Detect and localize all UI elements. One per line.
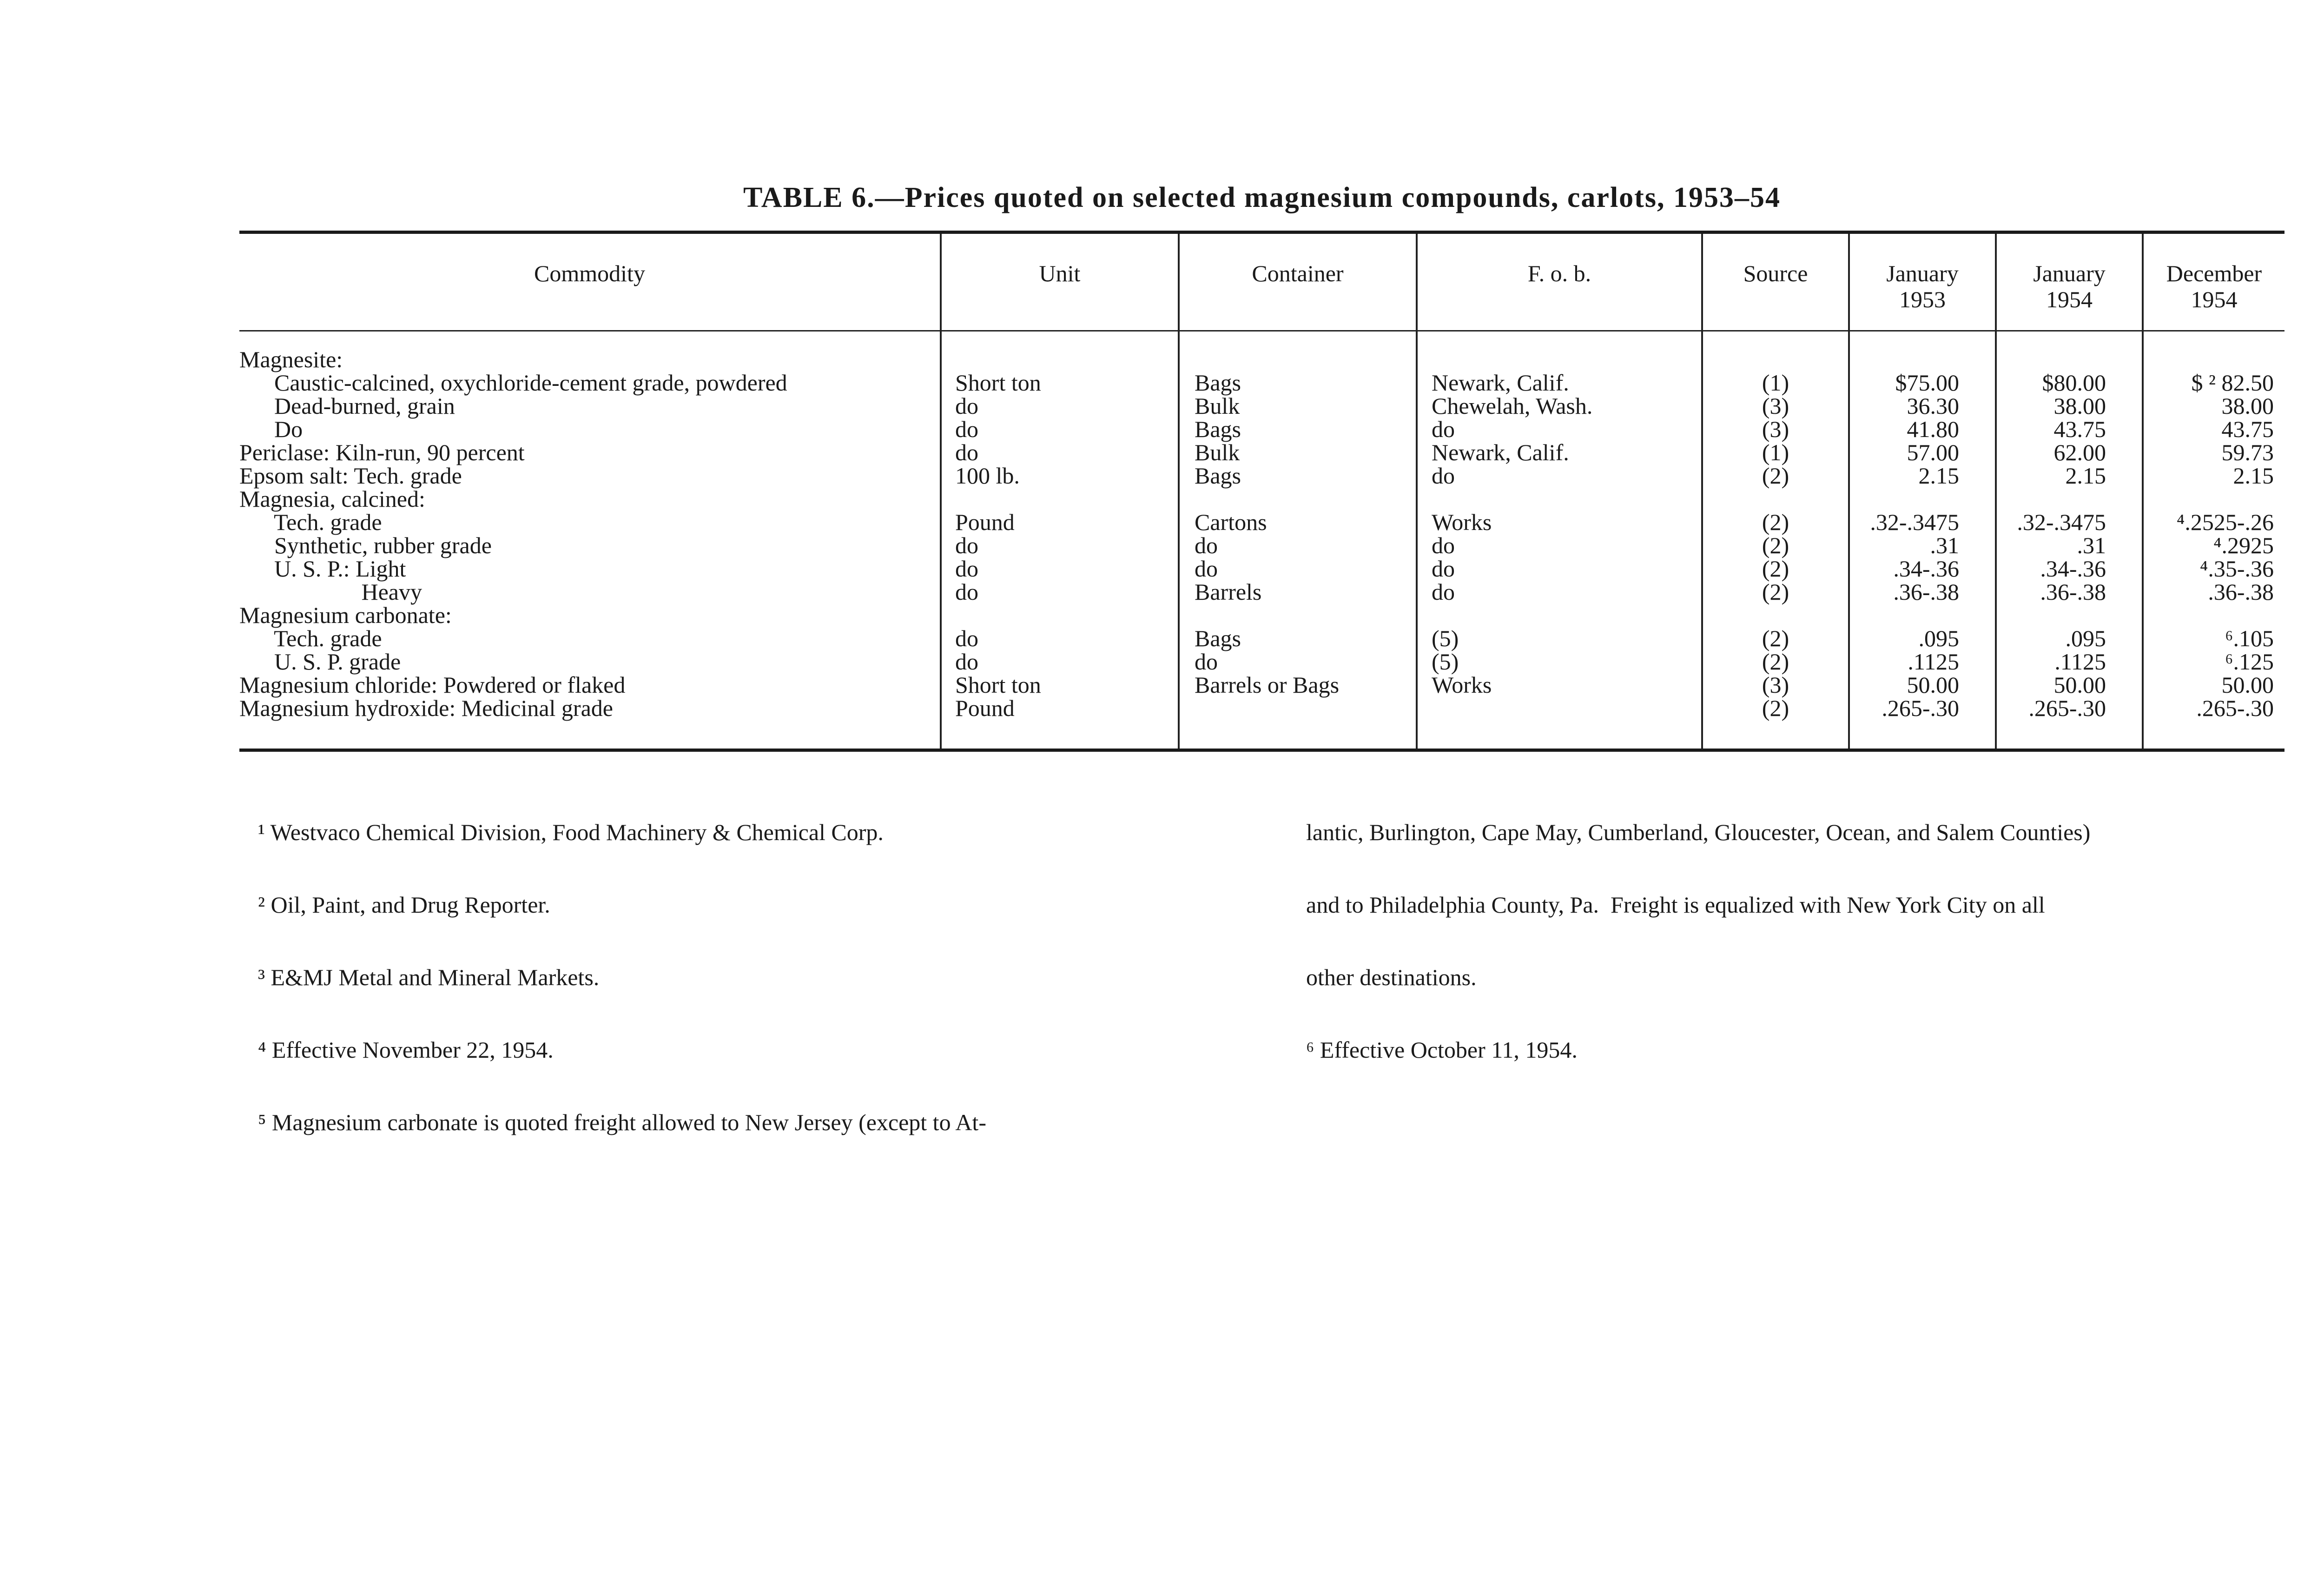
cell-source: (3) [1762,416,1789,442]
cell-jan1953: .32-.3475 [1870,509,1959,535]
cell-source: (2) [1762,625,1789,651]
footnote: and to Philadelphia County, Pa. Freight is equalized with New York City on all [1306,892,2045,918]
cell-container: do [1195,649,1218,675]
cell-jan1953: .31 [1930,532,1959,558]
cell-commodity: Heavy [239,579,422,605]
footnote: ³ E&MJ Metal and Mineral Markets. [258,964,600,990]
cell-unit: 100 lb. [955,463,1020,489]
cell-fob: Works [1432,672,1492,698]
cell-jan1953: .1125 [1908,649,1959,675]
cell-unit: Pound [955,509,1015,535]
cell-jan1954: 50.00 [2053,672,2106,698]
cell-source: (2) [1762,556,1789,582]
cell-container: Cartons [1195,509,1267,535]
footnote: ⁶ Effective October 11, 1954. [1306,1037,1578,1063]
cell-unit: Short ton [955,672,1041,698]
cell-source: (3) [1762,393,1789,419]
cell-source: (2) [1762,509,1789,535]
cell-container: Bulk [1195,393,1240,419]
header-dec-1954-year: 1954 [2191,286,2238,312]
cell-jan1953: 36.30 [1907,393,1959,419]
header-underline [239,330,940,331]
cell-jan1954: .1125 [2054,649,2106,675]
cell-fob: do [1432,532,1455,558]
cell-fob: Newark, Calif. [1432,439,1569,465]
header-jan-1954-year: 1954 [2046,286,2093,312]
cell-jan1954: 38.00 [2053,393,2106,419]
cell-container: Bags [1195,625,1241,651]
header-underline [2144,330,2284,331]
footnote: other destinations. [1306,964,1477,990]
cell-commodity: Magnesium hydroxide: Medicinal grade [239,695,613,721]
header-source: Source [1743,260,1808,286]
header-jan-1953-month: January [1886,260,1959,286]
cell-fob: Chewelah, Wash. [1432,393,1593,419]
cell-jan1954: .32-.3475 [2017,509,2106,535]
header-container: Container [1252,260,1344,286]
cell-dec1954: $ ² 82.50 [2191,370,2274,396]
cell-fob: do [1432,556,1455,582]
header-unit: Unit [1039,260,1081,286]
cell-jan1953: 50.00 [1907,672,1959,698]
cell-fob: do [1432,579,1455,605]
cell-commodity: Dead-burned, grain [239,393,455,419]
cell-jan1954: $80.00 [2042,370,2106,396]
cell-unit: do [955,625,978,651]
column-separator [940,234,942,749]
footnotes-right [1306,772,2090,1086]
cell-source: (2) [1762,649,1789,675]
footnotes-left [258,772,986,1159]
footnote: lantic, Burlington, Cape May, Cumberland, Gloucester, Ocean, and Salem Counties) [1306,819,2091,845]
cell-source: (1) [1762,439,1789,465]
cell-commodity: Magnesium chloride: Powdered or flaked [239,672,626,698]
cell-container: do [1195,556,1218,582]
column-separator [1178,234,1180,749]
cell-jan1953: .34-.36 [1893,556,1959,582]
header-dec-1954-month: December [2166,260,2262,286]
cell-unit: do [955,556,978,582]
cell-unit: Short ton [955,370,1041,396]
cell-dec1954: 38.00 [2221,393,2274,419]
cell-dec1954: .265-.30 [2196,695,2274,721]
cell-commodity: Magnesite: [239,346,343,372]
cell-unit: do [955,439,978,465]
header-jan-1953-year: 1953 [1899,286,1946,312]
cell-container: Bags [1195,370,1241,396]
cell-commodity: U. S. P. grade [239,649,401,675]
cell-jan1953: $75.00 [1895,370,1959,396]
cell-commodity: Periclase: Kiln-run, 90 percent [239,439,525,465]
cell-unit: Pound [955,695,1015,721]
cell-dec1954: 2.15 [2233,463,2274,489]
cell-dec1954: 50.00 [2221,672,2274,698]
header-underline [942,330,1178,331]
header-dec-1954 [2144,260,2284,312]
cell-commodity: Epsom salt: Tech. grade [239,463,462,489]
header-fob: F. o. b. [1527,260,1591,286]
cell-source: (3) [1762,672,1789,698]
cell-jan1953: 41.80 [1907,416,1959,442]
cell-commodity: Magnesium carbonate: [239,602,452,628]
cell-fob: do [1432,463,1455,489]
header-underline [1703,330,1848,331]
cell-jan1953: .265-.30 [1882,695,1959,721]
cell-fob: Works [1432,509,1492,535]
cell-fob: (5) [1432,625,1459,651]
footnote: ⁴ Effective November 22, 1954. [258,1037,554,1063]
cell-commodity: Do [239,416,303,442]
cell-container: Barrels or Bags [1195,672,1340,698]
cell-unit: do [955,579,978,605]
cell-container: Bags [1195,463,1241,489]
cell-container: Bulk [1195,439,1240,465]
cell-jan1953: .095 [1918,625,1959,651]
cell-dec1954: 43.75 [2221,416,2274,442]
cell-jan1954: 2.15 [2065,463,2106,489]
cell-dec1954: ⁶.105 [2225,625,2274,651]
header-underline [1418,330,1701,331]
header-commodity: Commodity [534,260,645,286]
cell-unit: do [955,416,978,442]
footnote: ⁵ Magnesium carbonate is quoted freight allowed to New Jersey (except to At- [258,1109,986,1135]
cell-jan1954: .34-.36 [2040,556,2106,582]
cell-jan1953: 57.00 [1907,439,1959,465]
cell-dec1954: ⁴.2525-.26 [2176,509,2274,535]
cell-jan1954: 62.00 [2053,439,2106,465]
header-underline [1997,330,2142,331]
cell-jan1954: .265-.30 [2028,695,2106,721]
cell-jan1954: .31 [2077,532,2106,558]
cell-source: (2) [1762,579,1789,605]
table-bottom-rule [239,749,2284,752]
column-separator [1416,234,1418,749]
header-jan-1954-month: January [2033,260,2106,286]
header-jan-1954 [1997,260,2142,312]
cell-source: (2) [1762,463,1789,489]
cell-fob: Newark, Calif. [1432,370,1569,396]
cell-source: (1) [1762,370,1789,396]
cell-dec1954: ⁴.35-.36 [2199,556,2274,582]
cell-commodity: Magnesia, calcined: [239,486,425,512]
footnote: ¹ Westvaco Chemical Division, Food Machinery & Chemical Corp. [258,819,884,845]
header-underline [1180,330,1416,331]
cell-container: do [1195,532,1218,558]
cell-jan1954: 43.75 [2053,416,2106,442]
cell-source: (2) [1762,695,1789,721]
cell-container: Bags [1195,416,1241,442]
cell-unit: do [955,649,978,675]
cell-commodity: Synthetic, rubber grade [239,532,492,558]
cell-container: Barrels [1195,579,1262,605]
cell-jan1954: .095 [2065,625,2106,651]
cell-unit: do [955,393,978,419]
footnote: ² Oil, Paint, and Drug Reporter. [258,892,550,918]
cell-dec1954: .36-.38 [2208,579,2274,605]
cell-jan1953: 2.15 [1918,463,1959,489]
cell-dec1954: ⁶.125 [2225,649,2274,675]
cell-dec1954: ⁴.2925 [2213,532,2274,558]
cell-jan1953: .36-.38 [1893,579,1959,605]
cell-unit: do [955,532,978,558]
header-jan-1953 [1850,260,1995,312]
cell-fob: do [1432,416,1455,442]
table-top-rule [239,231,2284,234]
header-underline [1850,330,1995,331]
cell-source: (2) [1762,532,1789,558]
cell-commodity: Tech. grade [239,509,382,535]
cell-commodity: Caustic-calcined, oxychloride-cement grade, powdered [239,370,787,396]
cell-commodity: U. S. P.: Light [239,556,406,582]
cell-fob: (5) [1432,649,1459,675]
table-title: TABLE 6.—Prices quoted on selected magnesium compounds, carlots, 1953–54 [743,182,1781,213]
cell-dec1954: 59.73 [2221,439,2274,465]
cell-commodity: Tech. grade [239,625,382,651]
cell-jan1954: .36-.38 [2040,579,2106,605]
